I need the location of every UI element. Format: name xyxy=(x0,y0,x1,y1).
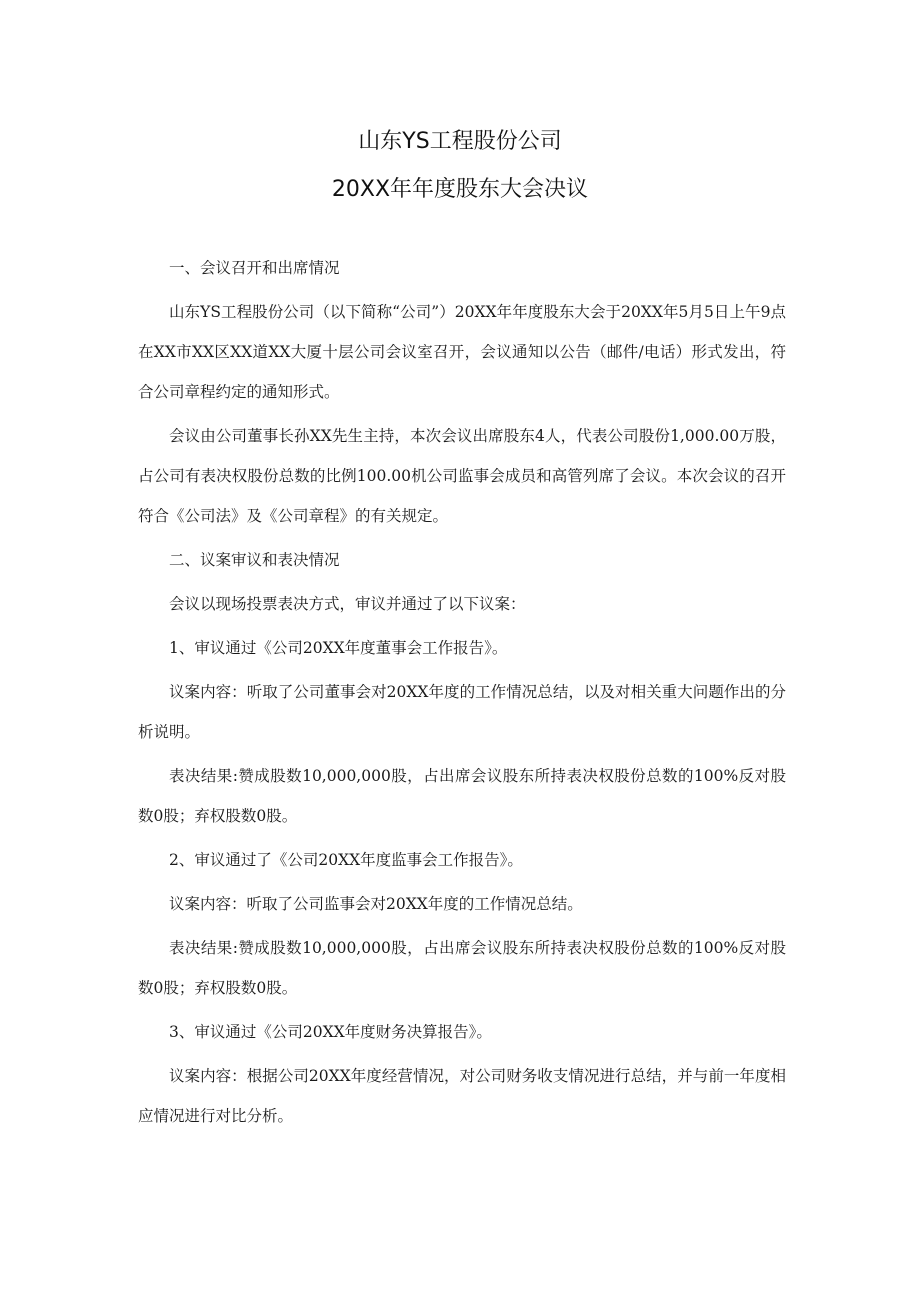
motion-1-title: 1、审议通过《公司20XX年度董事会工作报告》。 xyxy=(169,639,508,657)
motion-2-content: 议案内容：听取了公司监事会对20XX年度的工作情况总结。 xyxy=(169,895,583,913)
motion-2-result: 表决结果:赞成股数10,000,000股，占出席会议股东所持表决权股份总数的100%反对股数0股；弃权股数0股。 xyxy=(138,939,786,997)
motion-3-content: 议案内容：根据公司20XX年度经营情况，对公司财务收支情况进行总结，并与前一年度相应情况进行对比分析。 xyxy=(138,1067,786,1125)
motion-2-title: 2、审议通过了《公司20XX年度监事会工作报告》。 xyxy=(169,851,523,869)
section-heading-voting: 二、议案审议和表决情况 xyxy=(169,551,340,569)
motion-1-content: 议案内容：听取了公司董事会对20XX年度的工作情况总结，以及对相关重大问题作出的分析说明。 xyxy=(138,683,786,741)
paragraph-attendance: 会议由公司董事长孙XX先生主持，本次会议出席股东4人，代表公司股份1,000.00万股，占公司有表决权股份总数的比例100.00机公司监事会成员和高管列席了会议。本次会议的召开符合《公司法》及《公司章程》的有关规定。 xyxy=(138,427,786,525)
resolution-title: 20XX年年度股东大会决议 xyxy=(331,177,589,202)
motion-3-title: 3、审议通过《公司20XX年度财务决算报告》。 xyxy=(169,1023,492,1041)
paragraph-voting-method: 会议以现场投票表决方式，审议并通过了以下议案： xyxy=(169,595,526,613)
document-body xyxy=(138,248,786,1136)
section-heading-meeting: 一、会议召开和出席情况 xyxy=(169,259,340,277)
paragraph-meeting-info: 山东YS工程股份公司（以下简称“公司”）20XX年年度股东大会于20XX年5月5日上午9点在XX市XX区XX道XX大厦十层公司会议室召开，会议通知以公告（邮件/电话）形式发出，符合公司章程约定的通知形式。 xyxy=(138,303,786,401)
company-name-title: 山东YS工程股份公司 xyxy=(358,129,562,154)
motion-1-result: 表决结果:赞成股数10,000,000股，占出席会议股东所持表决权股份总数的100%反对股数0股；弃权股数0股。 xyxy=(138,767,786,825)
document-title xyxy=(0,118,920,214)
